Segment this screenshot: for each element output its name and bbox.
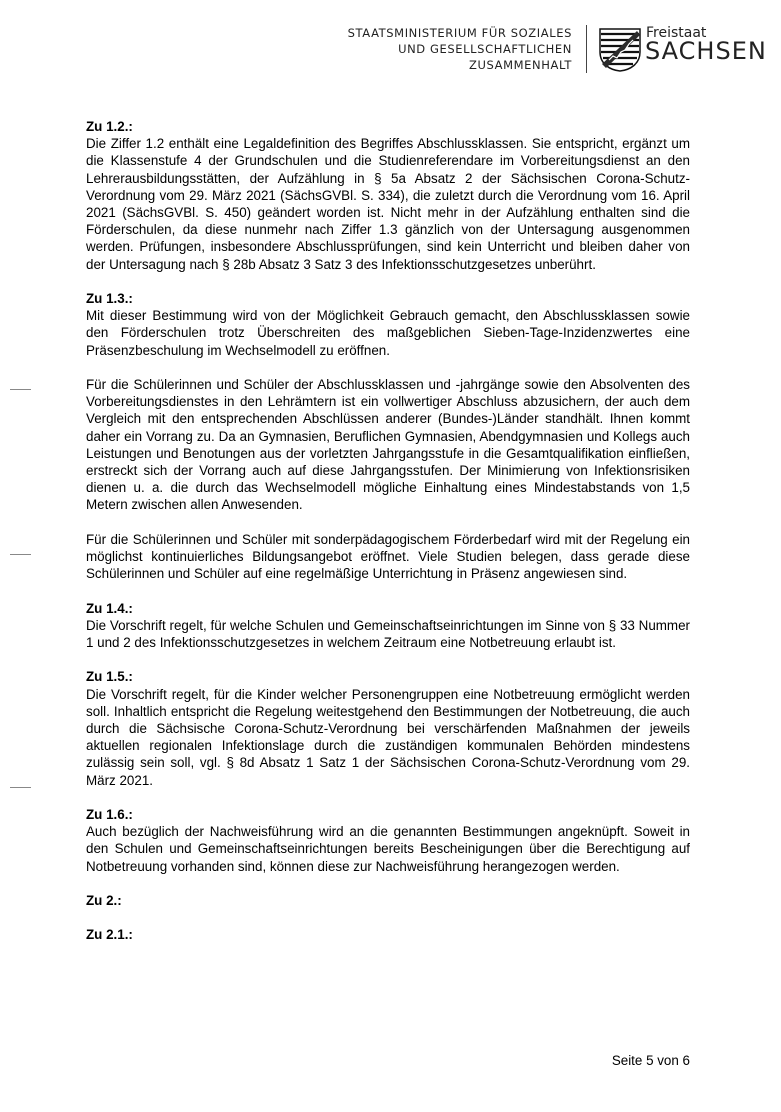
ministry-line-3: ZUSAMMENHALT <box>469 58 572 72</box>
section-1-6 <box>86 806 690 875</box>
document-body <box>86 118 690 961</box>
header-divider <box>586 25 587 73</box>
paragraph: Für die Schülerinnen und Schüler der Abschlussklassen und -jahrgänge sowie den Absolventen des Vorbereitungsdienstes in den Lehrämtern ist ein vollwertiger Abschluss abzusichern, der auch dem Vergleich mit den entsprechenden Abschlüssen anderer (Bundes-)Länder standhält. Ihnen kommt daher ein Vorrang zu. Da an Gymnasien, Beruflichen Gymnasien, Abendgymnasien und Kollegs auch Leistungen und Benotungen aus der vorletzten Jahrgangsstufe in die Gesamtqualifikation einfließen, erstreckt sich der Vorrang auch auf diese Jahrgangsstufen. Der Minimierung von Infektionsrisiken dienen u. a. die durch das Wechselmodell mögliche Einhaltung eines Mindestabstands von 1,5 Metern zwischen allen Anwesenden. <box>86 377 690 513</box>
section-heading: Zu 1.4.: <box>86 600 133 616</box>
section-heading: Zu 1.6.: <box>86 807 133 823</box>
section-2 <box>86 892 690 909</box>
section-heading: Zu 1.5.: <box>86 669 133 685</box>
section-1-5 <box>86 668 690 788</box>
section-heading: Zu 2.1.: <box>86 927 133 943</box>
section-1-4 <box>86 600 690 652</box>
section-2-1 <box>86 926 690 943</box>
paragraph: Mit dieser Bestimmung wird von der Möglichkeit Gebrauch gemacht, den Abschlussklassen sowie den Förderschulen trotz Überschreiten des maßgeblichen Sieben-Tage-Inzidenzwertes eine Präsenzbeschulung im Wechselmodell zu eröffnen. <box>86 308 690 358</box>
saxony-coat-of-arms-icon <box>599 28 641 72</box>
section-heading: Zu 1.2.: <box>86 119 133 134</box>
ministry-name <box>348 25 572 73</box>
paragraph: Die Ziffer 1.2 enthält eine Legaldefinition des Begriffes Abschlussklassen. Sie entspricht, ergänzt um die Klassenstufe 4 der Grundschulen und die Studienreferendare im Vorbereitungsdienst an den Lehrerausbildungsstätten, der Aufzählung in § 5a Absatz 2 der Sächsischen Corona-Schutz-Verordnung vom 29. März 2021 (SächsGVBl. S. 334), die zuletzt durch die Verordnung vom 16. April 2021 (SächsGVBl. S. 450) geändert worden ist. Nicht mehr in der Aufzählung enthalten sind die Förderschulen, da diese nunmehr nach Ziffer 1.3 gänzlich von der Untersagung ausgenommen werden. Prüfungen, insbesondere Abschlussprüfungen, sind kein Unterricht und bleiben daher von der Untersagung nach § 28b Absatz 3 Satz 3 des Infektionsschutzgesetzes unberührt. <box>86 136 690 272</box>
ministry-line-1: STAATSMINISTERIUM FÜR SOZIALES <box>347 26 572 40</box>
page-number: Seite 5 von 6 <box>611 1053 690 1068</box>
state-label-big: SACHSEN <box>645 37 767 65</box>
section-heading: Zu 1.3.: <box>86 291 133 307</box>
paragraph: Die Vorschrift regelt, für die Kinder welcher Personengruppen eine Notbetreuung ermöglicht werden soll. Inhaltlich entspricht die Regelung weitestgehend den Bestimmungen der Notbetreuung, die auch durch die Sächsische Corona-Schutz-Verordnung bei verschärfenden Maßnahmen der jeweils aktuellen regionalen Infektionslage durch die zuständigen kommunalen Behörden mindestens zulässig sein soll, vgl. § 8d Absatz 1 Satz 1 der Sächsischen Corona-Schutz-Verordnung vom 29. März 2021. <box>86 686 690 788</box>
section-heading: Zu 2.: <box>86 893 122 909</box>
state-label-small: Freistaat <box>646 25 707 41</box>
margin-mark <box>10 389 31 390</box>
paragraph: Für die Schülerinnen und Schüler mit sonderpädagogischem Förderbedarf wird mit der Regelung ein möglichst kontinuierliches Bildungsangebot eröffnet. Viele Studien belegen, dass gerade diese Schülerinnen und Schüler auf eine regelmäßige Unterrichtung in Präsenz angewiesen sind. <box>86 531 690 582</box>
margin-mark <box>10 787 31 788</box>
ministry-line-2: UND GESELLSCHAFTLICHEN <box>398 42 572 56</box>
section-1-2 <box>86 118 690 273</box>
paragraph: Auch bezüglich der Nachweisführung wird an die genannten Bestimmungen angeknüpft. Soweit in den Schulen und Gemeinschaftseinrichtungen bereits Bescheinigungen über die Berechtigung auf Notbetreuung vorhanden sind, können diese zur Nachweisführung herangezogen werden. <box>86 824 690 874</box>
margin-mark <box>10 554 31 555</box>
paragraph: Die Vorschrift regelt, für welche Schulen und Gemeinschaftseinrichtungen im Sinne von § 33 Nummer 1 und 2 des Infektionsschutzgesetzes in welchem Zeitraum eine Notbetreuung erlaubt ist. <box>86 617 690 651</box>
section-1-3 <box>86 290 690 582</box>
